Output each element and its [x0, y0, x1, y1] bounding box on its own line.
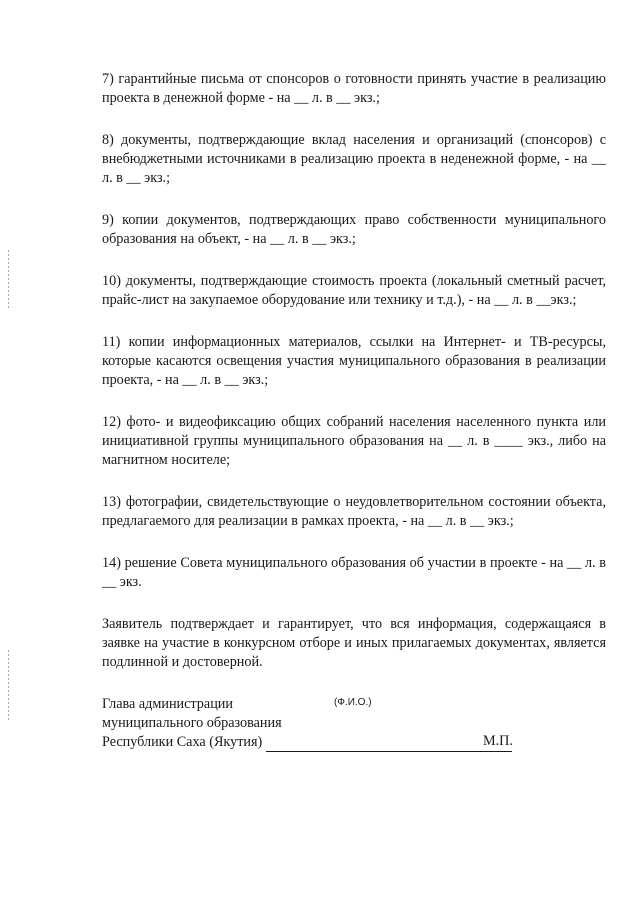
list-item-8: 8) документы, подтверждающие вклад населения и организаций (спонсоров) с внебюджетными источниками в реализацию проекта в неденежной форме, - на __ л. в __ экз.; [102, 132, 606, 186]
signature-caption: (Ф.И.О.) [334, 697, 372, 708]
list-item-12: 12) фото- и видеофиксацию общих собраний населения населенного пункта или инициативной группы муниципального образования на __ л. в ____ экз., либо на магнитном носителе; [102, 414, 606, 468]
signature-title-line3: Республики Саха (Якутия) [102, 734, 263, 750]
list-item-13: 13) фотографии, свидетельствующие о неудовлетворительном состоянии объекта, предлагаемого для реализации в рамках проекта, - на __ л. в __ экз.; [102, 494, 606, 529]
signature-title-line2: муниципального образования [102, 715, 282, 731]
scan-artifact [8, 650, 9, 720]
list-item-14: 14) решение Совета муниципального образования об участии в проекте - на __ л. в __ экз. [102, 555, 606, 590]
list-item-9: 9) копии документов, подтверждающих право собственности муниципального образования на объект, - на __ л. в __ экз.; [102, 212, 606, 247]
list-item-10: 10) документы, подтверждающие стоимость проекта (локальный сметный расчет, прайс-лист на закупаемое оборудование или технику и т.д.), - на __ л. в __экз.; [102, 273, 606, 308]
stamp-placeholder: М.П. [483, 733, 513, 749]
closing-statement: Заявитель подтверждает и гарантирует, что вся информация, содержащаяся в заявке на участие в конкурсном отборе и иных прилагаемых документах, является подлинной и достоверной. [102, 616, 606, 670]
signature-title-line1: Глава администрации [102, 696, 233, 712]
list-item-11: 11) копии информационных материалов, ссылки на Интернет- и ТВ-ресурсы, которые касаются освещения участия муниципального образования в реализации проекта, - на __ л. в __ экз.; [102, 334, 606, 388]
document-body [102, 70, 606, 752]
signature-underline [266, 736, 512, 752]
scan-artifact [8, 250, 9, 310]
list-item-7: 7) гарантийные письма от спонсоров о готовности принять участие в реализацию проекта в денежной форме - на __ л. в __ экз.; [102, 71, 606, 106]
signature-title-line3-row [102, 733, 606, 752]
